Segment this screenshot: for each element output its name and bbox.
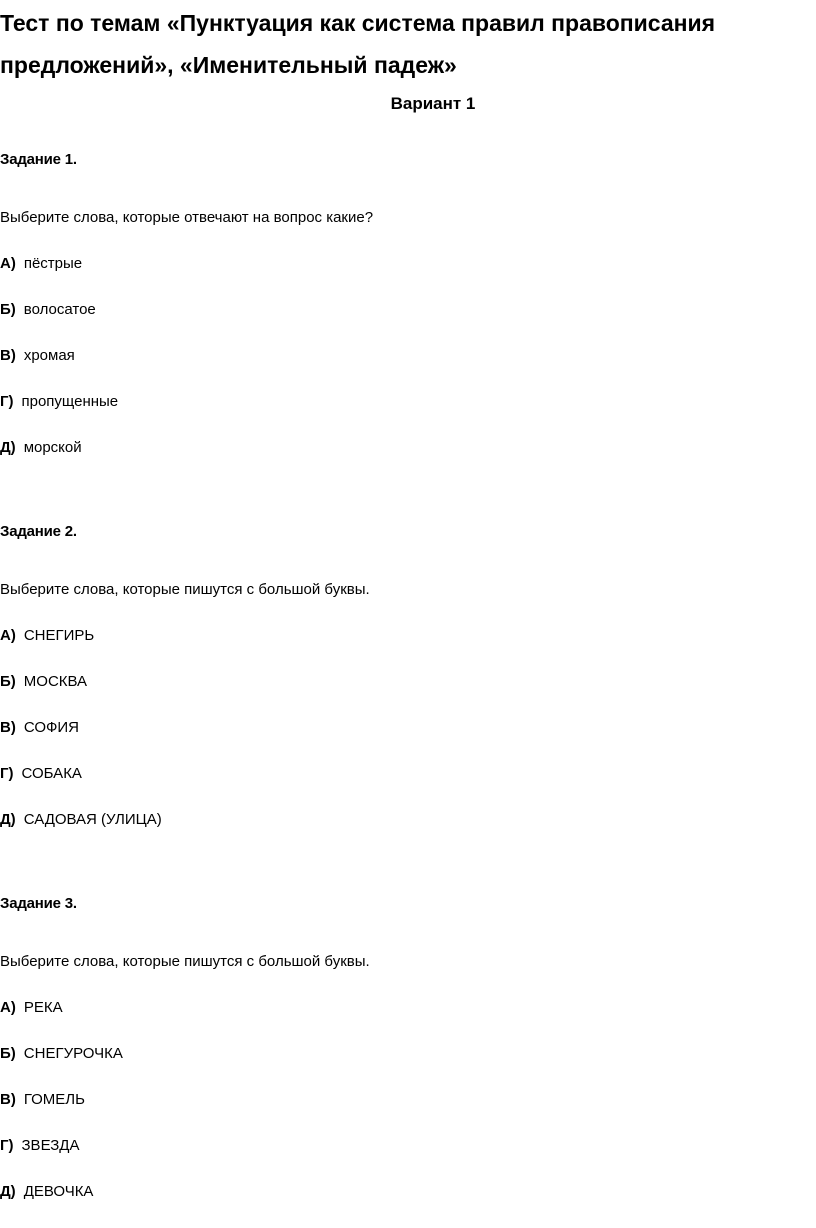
task-1-option-c[interactable]	[0, 346, 75, 366]
option-text: РЕКА	[23, 999, 63, 1016]
task-1-option-a[interactable]	[0, 254, 82, 274]
option-text: хромая	[23, 347, 75, 364]
task-3-option-e[interactable]	[0, 1182, 93, 1202]
task-2-heading: Задание 2.	[0, 523, 77, 540]
task-1-heading: Задание 1.	[0, 151, 77, 168]
option-text: СОФИЯ	[23, 719, 80, 736]
task-3-option-b[interactable]	[0, 1044, 123, 1064]
option-letter: Г)	[0, 393, 14, 410]
option-text: пропущенные	[21, 393, 119, 410]
option-letter: А)	[0, 999, 16, 1016]
option-letter: Г)	[0, 1137, 14, 1154]
task-3-option-a[interactable]	[0, 998, 63, 1018]
task-2-option-a[interactable]	[0, 626, 94, 646]
option-text: САДОВАЯ (УЛИЦА)	[23, 811, 162, 828]
option-letter: В)	[0, 1091, 16, 1108]
document-title: Тест по темам «Пунктуация как система правил правописания предложений», «Именительный падеж»	[0, 10, 716, 78]
task-1-question: Выберите слова, которые отвечают на вопрос какие?	[0, 209, 374, 226]
task-2-option-c[interactable]	[0, 718, 79, 738]
task-2-option-e[interactable]	[0, 810, 162, 830]
option-letter: Б)	[0, 301, 16, 318]
option-text: пёстрые	[23, 255, 83, 272]
task-1-option-e[interactable]	[0, 438, 82, 458]
task-2-option-d[interactable]	[0, 764, 82, 784]
option-text: СНЕГУРОЧКА	[23, 1045, 123, 1062]
option-text: ГОМЕЛЬ	[23, 1091, 85, 1108]
option-letter: Д)	[0, 439, 16, 456]
option-text: морской	[23, 439, 82, 456]
option-letter: Г)	[0, 765, 14, 782]
task-3-option-c[interactable]	[0, 1090, 85, 1110]
option-letter: Б)	[0, 1045, 16, 1062]
option-letter: Б)	[0, 673, 16, 690]
option-letter: А)	[0, 627, 16, 644]
task-1-option-d[interactable]	[0, 392, 118, 412]
option-text: ДЕВОЧКА	[23, 1183, 94, 1200]
option-text: СНЕГИРЬ	[23, 627, 95, 644]
task-3-question: Выберите слова, которые пишутся с большой буквы.	[0, 953, 370, 970]
variant-heading: Вариант 1	[390, 94, 476, 113]
option-letter: А)	[0, 255, 16, 272]
option-text: МОСКВА	[23, 673, 88, 690]
task-2-option-b[interactable]	[0, 672, 87, 692]
option-letter: Д)	[0, 811, 16, 828]
option-text: СОБАКА	[21, 765, 82, 782]
task-3-option-d[interactable]	[0, 1136, 79, 1156]
task-1-option-b[interactable]	[0, 300, 96, 320]
option-letter: Д)	[0, 1183, 16, 1200]
option-text: ЗВЕЗДА	[21, 1137, 80, 1154]
option-letter: В)	[0, 719, 16, 736]
option-text: волосатое	[23, 301, 96, 318]
task-3-heading: Задание 3.	[0, 895, 77, 912]
option-letter: В)	[0, 347, 16, 364]
task-2-question: Выберите слова, которые пишутся с большой буквы.	[0, 581, 370, 598]
